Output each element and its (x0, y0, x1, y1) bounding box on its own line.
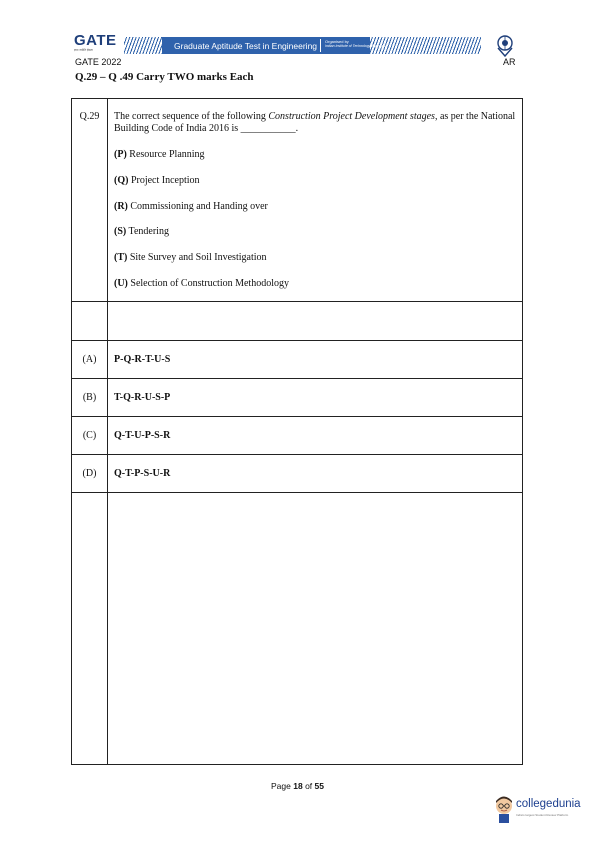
brand-tagline: India's largest Student Review Platform (516, 813, 569, 817)
stage-item (114, 201, 514, 227)
stage-item (114, 252, 514, 278)
stem-text-start: The correct sequence of the following (114, 111, 269, 122)
row-divider (72, 454, 522, 455)
mascot-icon (493, 794, 515, 824)
stage-item (114, 149, 514, 175)
option-label-d: (D) (82, 468, 97, 479)
stage-item (114, 175, 514, 201)
stage-key: (P) (114, 149, 127, 160)
paper-code: AR (503, 57, 516, 67)
page-current: 18 (293, 781, 303, 791)
page-total: 55 (314, 781, 324, 791)
option-label-c: (C) (82, 430, 97, 441)
stage-key: (T) (114, 252, 128, 264)
section-heading: Q.29 – Q .49 Carry TWO marks Each (75, 71, 254, 83)
stage-key: (S) (114, 226, 127, 238)
row-divider (72, 492, 522, 493)
iit-emblem-icon (494, 34, 516, 58)
stage-text: Selection of Construction Methodology (127, 277, 289, 289)
organizer-name: Indian Institute of Technology Kharagpur (325, 44, 388, 48)
row-divider (72, 416, 522, 417)
stage-key: (R) (114, 200, 128, 212)
stage-text: Tendering (126, 226, 169, 238)
stage-item (114, 226, 514, 252)
page-prefix: Page (271, 781, 294, 791)
gate-logo-text: GATE (74, 32, 117, 49)
organizer-block (320, 39, 435, 52)
gate-logo (74, 33, 120, 55)
header-banner (124, 37, 481, 54)
brand-name: collegedunia (516, 798, 581, 810)
option-text-c: Q-T-U-P-S-R (114, 430, 171, 441)
row-divider (72, 378, 522, 379)
option-text-b: T-Q-R-U-S-P (114, 392, 171, 403)
gate-logo-tagline: ज्ञान ज्योति ज्ञेयता (74, 48, 93, 52)
option-text-a: P-Q-R-T-U-S (114, 354, 171, 365)
stage-text: Commissioning and Handing over (127, 200, 268, 212)
page-separator: of (302, 781, 315, 791)
collegedunia-logo (493, 794, 585, 826)
row-divider (72, 340, 522, 341)
stem-text-end: , as per the National Building Code of India 2016 is ___________. (114, 111, 516, 134)
question-stem (114, 111, 519, 135)
column-divider (107, 99, 108, 764)
option-label-b: (B) (82, 392, 97, 403)
stage-text: Site Survey and Soil Investigation (127, 252, 267, 264)
banner-title: Graduate Aptitude Test in Engineering (174, 40, 318, 51)
question-table (71, 98, 523, 765)
option-label-a: (A) (82, 354, 97, 365)
stage-key: (U) (114, 277, 128, 289)
organizer-label: Organised by (325, 39, 349, 44)
exam-year: GATE 2022 (75, 57, 122, 67)
stage-list (114, 149, 514, 304)
stage-text: Resource Planning (126, 149, 205, 160)
option-text-d: Q-T-P-S-U-R (114, 468, 171, 479)
stem-italic-term: Construction Project Development stages (268, 111, 435, 122)
stage-key: (Q) (114, 174, 129, 186)
stage-item (114, 278, 514, 304)
stage-text: Project Inception (128, 174, 200, 186)
page-number (0, 781, 595, 791)
question-number: Q.29 (79, 111, 100, 122)
